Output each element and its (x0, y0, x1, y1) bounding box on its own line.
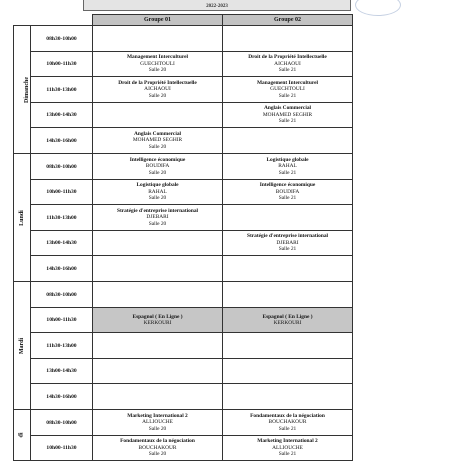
group2-session-cell (223, 333, 353, 359)
course-name: Espagnol ( En Ligne ) (132, 313, 183, 320)
time-slot: 10h00-11h30 (31, 52, 93, 77)
teacher-name: GUECHTOULI (140, 60, 175, 67)
group2-session-cell (223, 205, 353, 231)
course-name: Anglais Commercial (263, 105, 312, 112)
time-slot: 10h00-11h30 (31, 308, 93, 333)
group1-session-cell (93, 410, 223, 436)
room-name: Salle 21 (278, 169, 297, 176)
timetable-row (14, 205, 353, 231)
room-name: Salle 20 (148, 220, 167, 227)
room-name: Salle 21 (278, 92, 297, 99)
group2-session-cell (223, 410, 353, 436)
group1-session-cell (93, 359, 223, 384)
group2-session-cell (223, 308, 353, 333)
course-name: Intelligence économique (259, 182, 316, 189)
room-name: Salle 21 (278, 118, 297, 125)
time-slot: 08h30-10h00 (31, 410, 93, 436)
group1-session-cell (93, 308, 223, 333)
day-cell (14, 26, 31, 154)
course-name: Management Interculturel (256, 79, 319, 86)
time-slot: 11h30-13h00 (31, 205, 93, 231)
course-name: Marketing International 2 (257, 438, 318, 445)
timetable-row (14, 410, 353, 436)
room-name: Salle 20 (148, 92, 167, 99)
room-name: Salle 20 (148, 425, 167, 432)
time-slot: 13h00-14h30 (31, 231, 93, 256)
group1-header: Groupe 01 (93, 15, 223, 26)
time-slot: 11h30-13h00 (31, 333, 93, 359)
timetable-row (14, 103, 353, 128)
timetable-row (14, 77, 353, 103)
header-row (14, 15, 353, 26)
course-name: Logistique globale (266, 156, 309, 163)
timetable-row (14, 308, 353, 333)
timetable-row (14, 128, 353, 154)
room-name: Salle 20 (148, 143, 167, 150)
course-name: Droit de la Propriété Intellectuelle (248, 54, 327, 61)
teacher-name: ALLIOUCHE (272, 444, 303, 451)
official-stamp (355, 0, 401, 16)
day-label: Lundi (19, 209, 25, 226)
teacher-name: AICHAOUI (144, 86, 171, 93)
time-slot: 13h00-14h30 (31, 359, 93, 384)
group1-session-cell (93, 333, 223, 359)
course-name: Stratégie d'entreprise international (246, 233, 329, 240)
course-name: Management Interculturel (126, 54, 189, 61)
teacher-name: BOUDIFA (145, 163, 170, 170)
group2-session-cell (223, 231, 353, 256)
day-cell (14, 282, 31, 410)
day-label: di (18, 432, 25, 438)
group2-session-cell (223, 77, 353, 103)
day-cell (14, 410, 31, 461)
timetable-title-band (83, 0, 351, 11)
time-slot: 11h30-13h00 (31, 77, 93, 103)
timetable-row (14, 436, 353, 461)
course-name: Fondamentaux de la négociation (250, 412, 325, 419)
group2-header: Groupe 02 (223, 15, 353, 26)
group1-session-cell (93, 180, 223, 205)
course-name: Espagnol ( En Ligne ) (262, 313, 313, 320)
teacher-name: RAHAL (148, 188, 167, 195)
group1-session-cell (93, 205, 223, 231)
teacher-name: DJEBARI (146, 214, 169, 221)
room-name: Salle 21 (278, 425, 297, 432)
group1-session-cell (93, 436, 223, 461)
timetable-row (14, 231, 353, 256)
group2-session-cell (223, 154, 353, 180)
course-name: Marketing International 2 (127, 412, 188, 419)
group2-session-cell (223, 359, 353, 384)
group2-session-cell (223, 26, 353, 52)
room-name: Salle 21 (278, 451, 297, 458)
group1-session-cell (93, 282, 223, 308)
time-slot: 14h30-16h00 (31, 384, 93, 410)
group2-session-cell (223, 103, 353, 128)
course-name: Intelligence économique (129, 156, 186, 163)
group1-session-cell (93, 384, 223, 410)
teacher-name: BOUCHAKOUR (138, 444, 177, 451)
group1-session-cell (93, 128, 223, 154)
group2-session-cell (223, 384, 353, 410)
room-name: Salle 21 (278, 195, 297, 202)
time-slot: 08h30-10h00 (31, 154, 93, 180)
time-slot: 08h30-10h00 (31, 282, 93, 308)
group1-session-cell (93, 77, 223, 103)
day-cell (14, 154, 31, 282)
teacher-name: ALLIOUCHE (142, 419, 173, 426)
group2-session-cell (223, 52, 353, 77)
time-slot: 14h30-16h00 (31, 256, 93, 282)
room-name: Salle 20 (148, 195, 167, 202)
group2-session-cell (223, 180, 353, 205)
course-name: Logistique globale (136, 182, 179, 189)
timetable-row (14, 256, 353, 282)
timetable-row (14, 154, 353, 180)
day-label: Mardi (19, 337, 26, 354)
time-slot: 10h00-11h30 (31, 436, 93, 461)
group1-session-cell (93, 52, 223, 77)
teacher-name: DJEBARI (276, 239, 299, 246)
group2-session-cell (223, 256, 353, 282)
group2-session-cell (223, 436, 353, 461)
group1-session-cell (93, 154, 223, 180)
header-corner (14, 15, 93, 26)
timetable-row (14, 282, 353, 308)
room-name: Salle 20 (148, 169, 167, 176)
teacher-name: AICHAOUI (274, 60, 301, 67)
room-name: Salle 20 (148, 67, 167, 74)
course-name: Droit de la Propriété Intellectuelle (118, 79, 197, 86)
group1-session-cell (93, 231, 223, 256)
teacher-name: MOHAMED SEGHIR (132, 137, 183, 144)
group2-session-cell (223, 282, 353, 308)
time-slot: 14h30-16h00 (31, 128, 93, 154)
course-name: Fondamentaux de la négociation (120, 438, 195, 445)
teacher-name: KERKOURI (143, 320, 172, 326)
teacher-name: MOHAMED SEGHIR (262, 111, 313, 118)
timetable-grid (13, 14, 353, 461)
group1-session-cell (93, 103, 223, 128)
course-name: Anglais Commercial (133, 130, 182, 137)
time-slot: 13h00-14h30 (31, 103, 93, 128)
teacher-name: BOUDIFA (275, 188, 300, 195)
room-name: Salle 21 (278, 67, 297, 74)
time-slot: 10h00-11h30 (31, 180, 93, 205)
timetable-sheet (13, 14, 352, 458)
time-slot: 08h30-10h00 (31, 26, 93, 52)
teacher-name: RAHAL (278, 163, 297, 170)
timetable-row (14, 384, 353, 410)
academic-year: 2022-2023 (206, 4, 228, 9)
timetable-row (14, 52, 353, 77)
room-name: Salle 20 (148, 451, 167, 458)
day-label: Dimanche (24, 76, 30, 103)
course-name: Stratégie d'entreprise international (116, 207, 199, 214)
group2-session-cell (223, 128, 353, 154)
group1-session-cell (93, 26, 223, 52)
room-name: Salle 21 (278, 246, 297, 253)
teacher-name: GUECHTOULI (270, 86, 305, 93)
timetable-row (14, 180, 353, 205)
timetable-row (14, 333, 353, 359)
group1-session-cell (93, 256, 223, 282)
teacher-name: KERKOURI (273, 320, 302, 326)
timetable-row (14, 26, 353, 52)
timetable-row (14, 359, 353, 384)
timetable-body (14, 26, 353, 461)
teacher-name: BOUCHAKOUR (268, 419, 307, 426)
